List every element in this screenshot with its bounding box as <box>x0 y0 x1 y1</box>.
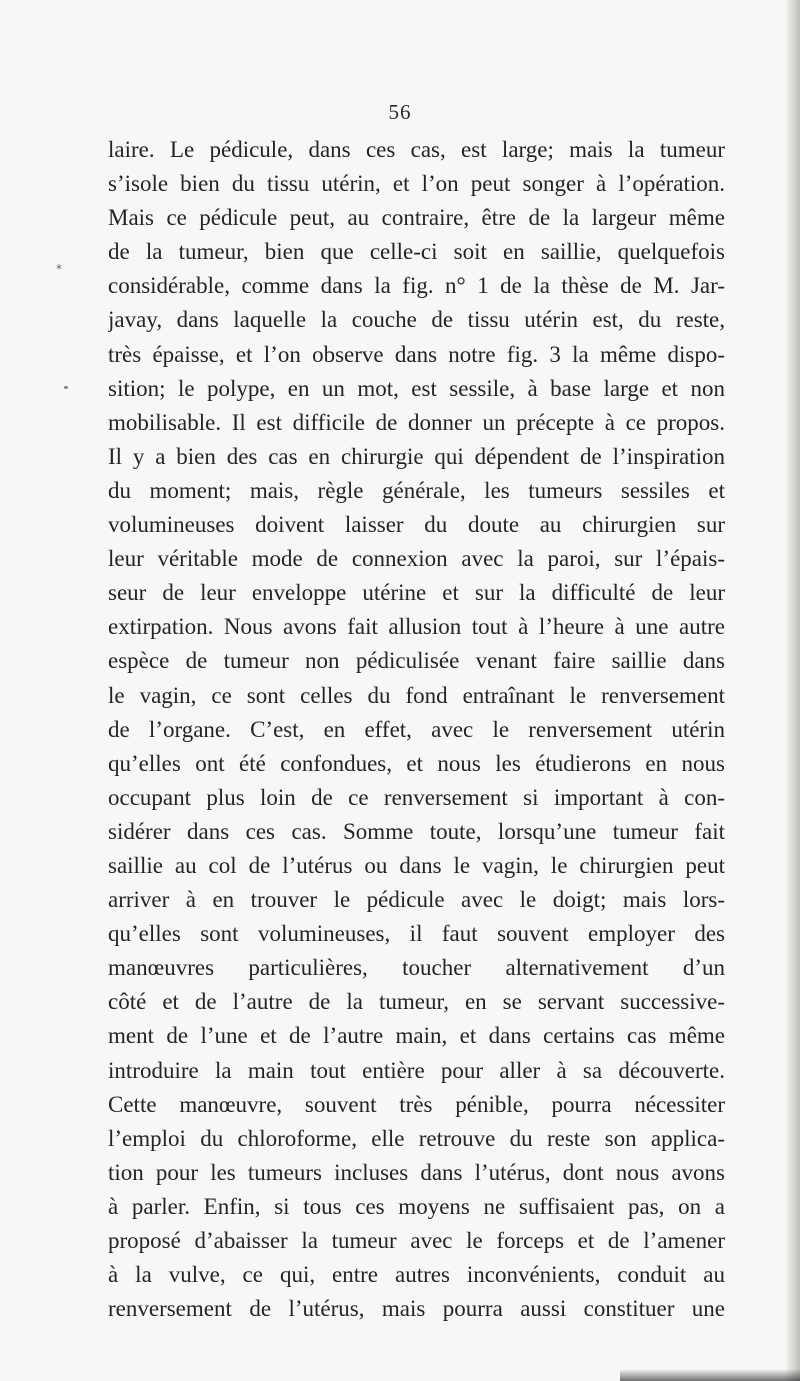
page-number: 56 <box>388 100 412 124</box>
text-line: de l’organe. C’est, en effet, avec le renversement utérin <box>108 716 725 742</box>
text-line: espèce de tumeur non pédiculisée venant faire saillie dans <box>108 648 725 674</box>
text-line: introduire la main tout entière pour aller à sa découverte. <box>108 1057 725 1083</box>
text-line: côté et de l’autre de la tumeur, en se servant successive- <box>108 989 725 1015</box>
margin-dot <box>64 386 68 389</box>
text-line: laire. Le pédicule, dans ces cas, est large; mais la tumeur <box>108 137 725 162</box>
text-line: l’emploi du chloroforme, elle retrouve du reste son applica- <box>108 1125 725 1151</box>
text-line: seur de leur enveloppe utérine et sur la difficulté de leur <box>108 580 725 606</box>
text-line: mobilisable. Il est difficile de donner un précepte à ce propos. <box>108 409 725 435</box>
text-line: considérable, comme dans la fig. n° 1 de la thèse de M. Jar- <box>108 273 725 299</box>
text-line: Mais ce pédicule peut, au contraire, être de la largeur même <box>108 205 725 231</box>
text-line: volumineuses doivent laisser du doute au chirurgien sur <box>108 512 725 538</box>
text-line: leur véritable mode de connexion avec la paroi, sur l’épais- <box>108 546 725 572</box>
text-line: manœuvres particulières, toucher alternativement d’un <box>108 955 725 981</box>
body-text <box>108 133 725 1326</box>
text-line: qu’elles sont volumineuses, il faut souvent employer des <box>108 921 725 947</box>
text-line: du moment; mais, règle générale, les tumeurs sessiles et <box>108 477 725 503</box>
text-line: très épaisse, et l’on observe dans notre fig. 3 la même dispo- <box>108 341 725 367</box>
text-line: occupant plus loin de ce renversement si important à con- <box>108 784 725 810</box>
text-line: ment de l’une et de l’autre main, et dans certains cas même <box>108 1023 725 1049</box>
text-line: de la tumeur, bien que celle-ci soit en saillie, quelquefois <box>108 239 725 265</box>
text-line: Il y a bien des cas en chirurgie qui dépendent de l’inspiration <box>108 443 725 469</box>
text-line: Cette manœuvre, souvent très pénible, pourra nécessiter <box>108 1091 725 1117</box>
text-line: s’isole bien du tissu utérin, et l’on peut songer à l’opération. <box>108 171 725 197</box>
text-line: sition; le polype, en un mot, est sessile, à base large et non <box>108 375 725 401</box>
text-line: saillie au col de l’utérus ou dans le vagin, le chirurgien peut <box>108 852 725 878</box>
text-line: proposé d’abaisser la tumeur avec le forceps et de l’amener <box>108 1228 725 1253</box>
text-line: javay, dans laquelle la couche de tissu utérin est, du reste, <box>108 307 725 333</box>
margin-mark: * <box>56 262 62 276</box>
text-line: qu’elles ont été confondues, et nous les étudierons en nous <box>108 750 725 776</box>
text-line: à parler. Enfin, si tous ces moyens ne suffisaient pas, on a <box>108 1193 725 1219</box>
text-line: sidérer dans ces cas. Somme toute, lorsqu’une tumeur fait <box>108 818 725 844</box>
text-line: tion pour les tumeurs incluses dans l’utérus, dont nous avons <box>108 1159 725 1185</box>
text-line: renversement de l’utérus, mais pourra aussi constituer une <box>108 1296 725 1322</box>
text-line: extirpation. Nous avons fait allusion tout à l’heure à une autre <box>108 614 725 640</box>
text-line: arriver à en trouver le pédicule avec le doigt; mais lors- <box>108 887 725 913</box>
text-line: à la vulve, ce qui, entre autres inconvénients, conduit au <box>108 1262 725 1288</box>
page-edge <box>786 0 800 1381</box>
text-line: le vagin, ce sont celles du fond entraînant le renversement <box>108 682 725 708</box>
page-shadow <box>620 1369 800 1381</box>
